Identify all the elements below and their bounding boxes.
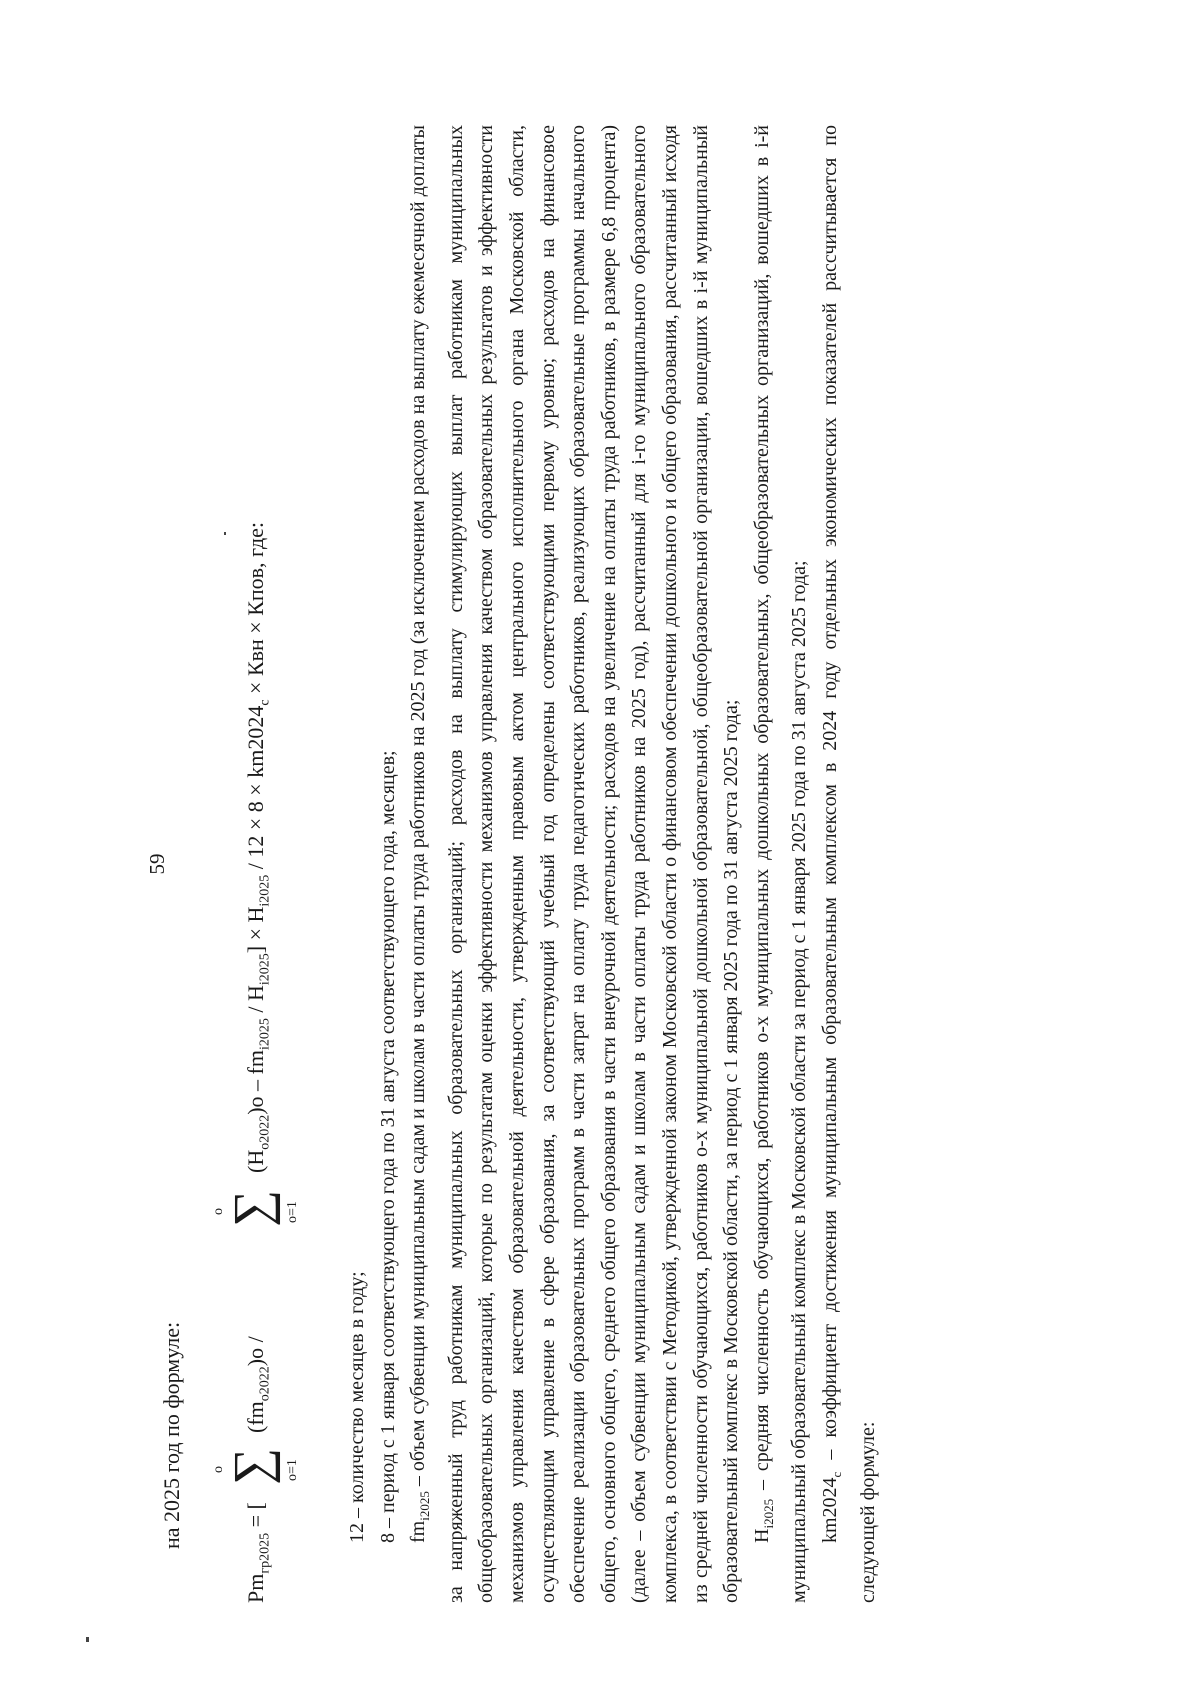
definitions [342,125,883,1603]
sum-symbol-2: o ∑ o=1 [211,1189,300,1227]
def-months: 12 – количество месяцев в году; [346,1271,368,1543]
scan-speck [224,532,226,535]
rotated-content [137,119,1037,1609]
formula-term1: $(fm_{o2022})o$ / [243,1336,273,1433]
scan-speck [86,1637,89,1642]
def-h: $H_{i2025}$ – средняя численность обучающихся, работников o-х муниципальных дошкольных образовательных, общеобразовательных организаций, вошедших в i-й муниципальный образовательный комплекс в Московской области за период с 1 января 2025 года по 31 августа 2025 года; [750,125,811,1603]
def-fm: $fm_{i2025}$ – объем субвенции муниципальным садам и школам в части оплаты труда работников на 2025 год (за исключением расходов на выплату ежемесячной доплаты за напряженный труд работникам муниципальных образовательных организаций; расходов на выплату стимулирующих выплат работникам муниципальных общеобразовательных организаций, которые по результатам оценки эффективности механизмов управления качеством образовательных результатов и эффективности механизмов управления качеством образовательной деятельности, утвержденным правовым актом центрального исполнительного органа Московской области, осуществляющим управление в сфере образования, за соответствующий учебный год определены соответствующими первому уровню; расходов на финансовое обеспечение реализации образовательных программ в части затрат на оплату труда педагогических работников, реализующих образовательные программы начального общего, основного общего, среднего общего образования в части внеурочной деятельности; расходов на увеличение на оплаты труда работников, в размере 6,8 процента) (далее – объем субвенции муниципальным садам и школам в части оплаты труда работников на 2025 год), рассчитанный для i-го муниципального образовательного комплекса, в соответствии с Методикой, утвержденной законом Московской области о финансовом обеспечении дошкольного и общего образования, рассчитанный исходя из средней численности обучающихся, работников o-х муниципальной дошкольной образовательной, общеобразовательной организации, вошедших в i-й муниципальный образовательный комплекс в Московской области, за период с 1 января 2025 года по 31 августа 2025 года; [407,125,743,1603]
formula-term2: $(H_{o2022})o - fm_{i2025} / H_{i2025}] \times H_{i2025} / 12 \times 8 \times km2024_c$ × Квн × Кпов, где: [243,521,273,1173]
def-period: 8 – период с 1 января соответствующего года по 31 августа соответствующего года, месяцев; [376,750,399,1543]
def-km: $km2024_c$ – коэффициент достижения муниципальным образовательным комплексом в 2024 году отдельных экономических показателей рассчитывается по следующей формуле: [818,125,879,1603]
page-number: 59 [145,853,169,875]
formula [207,123,307,1603]
formula-lhs: $Pm_{гр2025}$ = [ [243,1502,273,1603]
sum-symbol-1: o ∑ o=1 [211,1447,300,1485]
intro-text: на 2025 год по формуле: [159,1321,184,1549]
